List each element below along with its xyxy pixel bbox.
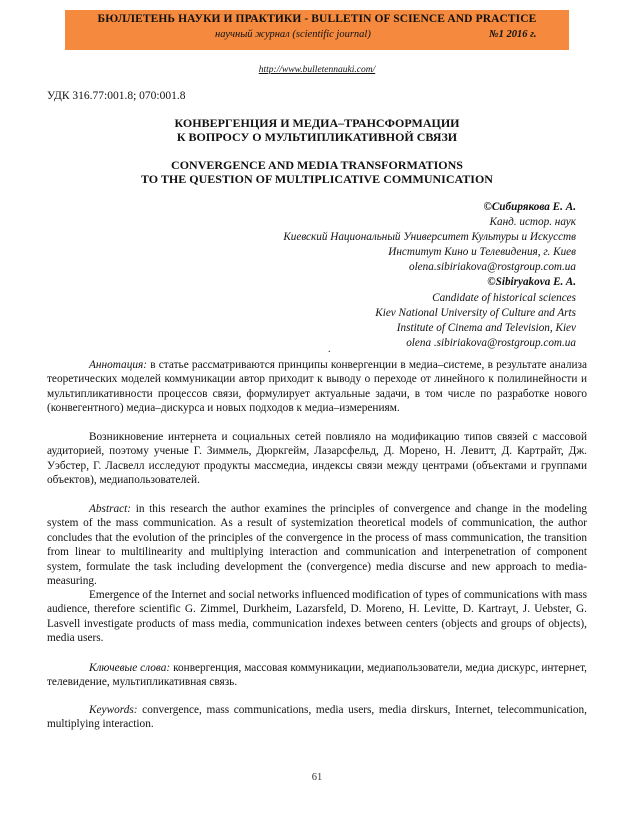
abstract-russian [47, 358, 587, 416]
author-name-en: ©Sibiryakova E. A. [487, 276, 576, 289]
udk-code: УДК 316.77:001.8; 070:001.8 [47, 90, 186, 102]
keywords-english [47, 703, 587, 732]
abstract-en-label: Abstract: [89, 503, 132, 515]
site-url-link[interactable]: http://www.bulletennauki.com/ [258, 65, 376, 75]
title-ru-line-2: К ВОПРОСУ О МУЛЬТИПЛИКАТИВНОЙ СВЯЗИ [176, 130, 458, 144]
author-university-en: Kiev National University of Culture and Arts [375, 306, 576, 319]
keywords-en-label: Keywords: [89, 704, 138, 716]
author-institute-ru: Институт Кино и Телевидения, г. Киев [388, 246, 576, 259]
journal-type: научный журнал (scientific journal) [215, 29, 371, 40]
separator-dot: . [328, 344, 331, 355]
author-university-ru: Киевский Национальный Университет Культуры и Искусств [283, 231, 576, 244]
title-russian [0, 116, 634, 144]
author-institute-en: Institute of Cinema and Television, Kiev [396, 321, 576, 334]
abstract-ru-text: в статье рассматриваются принципы конвергенции в медиа–системе, в результате анализа теоретических моделей коммуникации автор приходит к выводу о переходе от линейного к полилинейности и мультипликативности процессов связи, формулирует актуальные задачи, в том числе по разработке нового (конвегентного) медиа–дискурса и новых подходов к медиа–измерениям. [47, 359, 587, 415]
author-email-ru[interactable]: olena.sibiriakova@rostgroup.com.ua [408, 261, 576, 274]
author-degree-ru: Канд. истор. наук [489, 216, 576, 229]
abstract-ru-label: Аннотация: [89, 359, 148, 371]
page-number: 61 [311, 772, 323, 783]
journal-header-banner [65, 10, 569, 50]
author-degree-en: Candidate of historical sciences [432, 291, 576, 304]
author-block [283, 200, 576, 351]
keywords-ru-label: Ключевые слова: [89, 662, 171, 674]
keywords-ru-text: конвергенция, массовая коммуникации, медиапользователи, медиа дискурс, интернет, телевидение, мультипликативная связь. [47, 662, 587, 689]
title-ru-line-1: КОНВЕРГЕНЦИЯ И МЕДИА–ТРАНСФОРМАЦИИ [174, 116, 460, 130]
body-english: Emergence of the Internet and social networks influenced modification of types of communications with mass audience, therefore scientific G. Zimmel, Durkheim, Lazarsfeld, D. Moreno, H. Levitte, D. Kartrayt, J. Uebster, G. Lasvell investigate products of mass media, communication indexes between centers (objects and groups of objects), media users. [47, 589, 587, 645]
keywords-russian [47, 661, 587, 690]
title-en-line-1: CONVERGENCE AND MEDIA TRANSFORMATIONS [171, 158, 463, 172]
title-english [0, 158, 634, 186]
author-name-ru: ©Сибирякова Е. А. [483, 201, 576, 213]
abstract-english [47, 502, 587, 588]
abstract-en-text: in this research the author examines the principles of convergence and change in the modeling system of the mass communication. As a result of systemization theoretical models of communication, the author concludes that the evolution of the principles of the convergence in the process of mass communication, the transition from linear to multilinearity and multiplying interaction and communication and interpenetration of component system, formulate the task including development the (convergence) media discurse and new approach to media-measuring. [47, 503, 587, 588]
body-russian: Возникновение интернета и социальных сетей повлияло на модификацию типов связей с массовой аудиторией, поэтому ученые Г. Зиммель, Дюркгейм, Лазарсфельд, Д. Морено, Н. Левитт, Д. Картрайт, Дж. Уэбстер, Г. Ласвелл исследуют продукты массмедиа, индексы связи между центрами (объектами и группами объектов), медиапользователей. [47, 431, 587, 487]
keywords-en-text: convergence, mass communications, media users, media dirskurs, Internet, telecommunication, multiplying interaction. [47, 704, 587, 731]
author-email-en[interactable]: olena .sibiriakova@rostgroup.com.ua [406, 336, 576, 349]
issue-number: №1 2016 г. [489, 29, 537, 40]
title-en-line-2: TO THE QUESTION OF MULTIPLICATIVE COMMUNICATION [141, 172, 493, 186]
bulletin-title: БЮЛЛЕТЕНЬ НАУКИ И ПРАКТИКИ - BULLETIN OF SCIENCE AND PRACTICE [97, 13, 537, 25]
